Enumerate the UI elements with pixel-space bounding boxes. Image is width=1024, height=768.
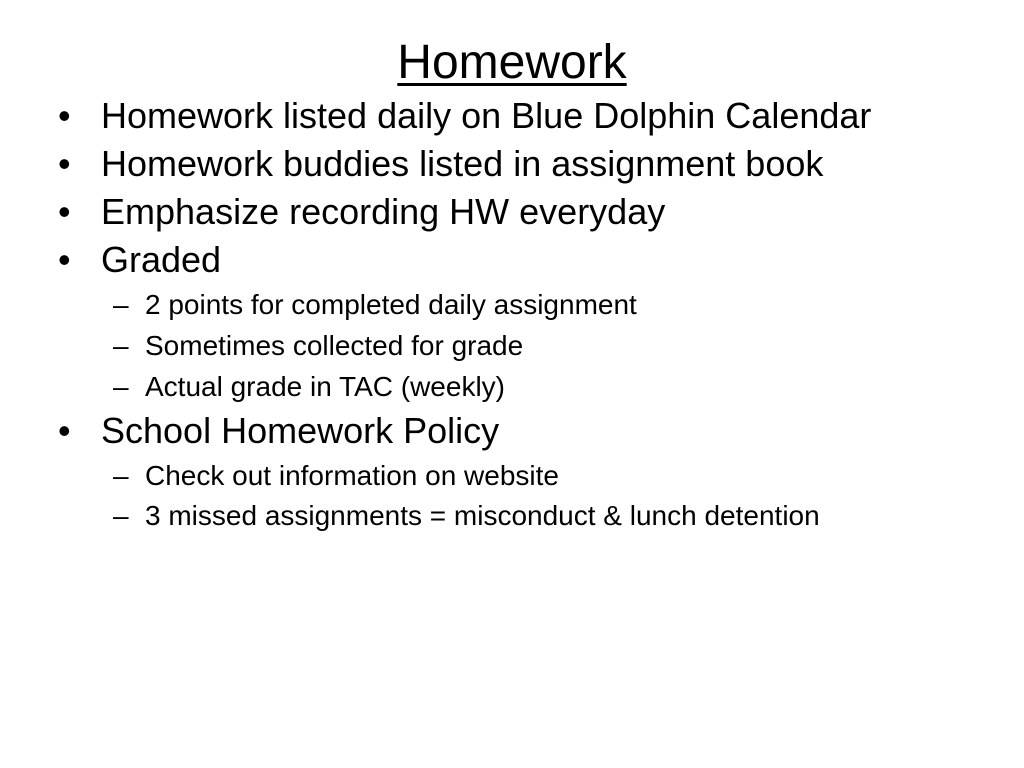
sub-bullet-marker: – xyxy=(113,371,129,402)
slide-title xyxy=(0,34,1024,92)
sub-bullet-text: Sometimes collected for grade xyxy=(145,330,524,361)
bullet-text: Graded xyxy=(101,239,222,280)
bullet-marker: • xyxy=(58,191,71,232)
bullet-marker: • xyxy=(58,95,71,136)
sub-bullet-item xyxy=(0,455,845,496)
sub-bullet-marker: – xyxy=(113,500,129,531)
sub-bullet-item xyxy=(0,284,845,325)
sub-bullet-text: Check out information on website xyxy=(145,460,559,491)
sub-bullet-text: Actual grade in TAC (weekly) xyxy=(145,371,505,402)
sub-bullet-text: 2 points for completed daily assignment xyxy=(145,289,637,320)
bullet-text: Emphasize recording HW everyday xyxy=(101,191,666,232)
sub-bullet-marker: – xyxy=(113,289,129,320)
bullet-text: Homework buddies listed in assignment book xyxy=(101,143,824,184)
sub-bullet-item xyxy=(0,325,845,366)
bullet-item xyxy=(0,236,1024,284)
bullet-item xyxy=(0,92,1024,140)
bullet-list xyxy=(0,92,1024,532)
slide-title-text: Homework xyxy=(397,36,627,89)
bullet-marker: • xyxy=(58,410,71,451)
sub-bullet-item xyxy=(0,366,845,407)
bullet-marker: • xyxy=(58,239,71,280)
bullet-text: School Homework Policy xyxy=(101,410,500,451)
sub-bullet-marker: – xyxy=(113,460,129,491)
bullet-item xyxy=(0,140,1024,188)
bullet-item xyxy=(0,188,1024,236)
sub-bullet-marker: – xyxy=(113,330,129,361)
sub-bullet-item xyxy=(0,496,845,532)
bullet-item xyxy=(0,407,1024,455)
sub-bullet-text: 3 missed assignments = misconduct & lunch detention xyxy=(145,500,820,531)
bullet-text: Homework listed daily on Blue Dolphin Calendar xyxy=(101,95,872,136)
bullet-marker: • xyxy=(58,143,71,184)
